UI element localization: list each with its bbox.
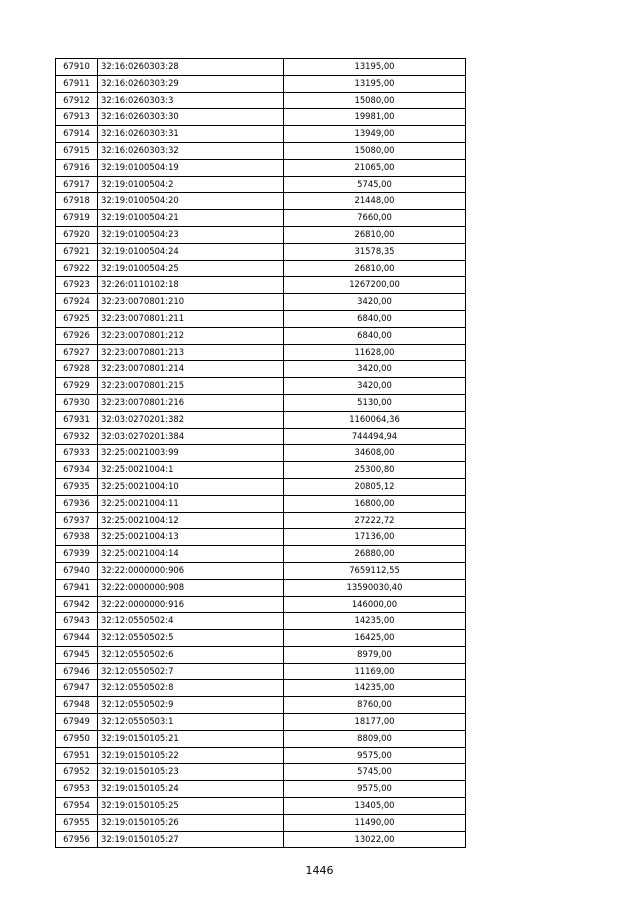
- table-row: [56, 798, 466, 815]
- cadastral-number-cell: 32:19:0150105:25: [98, 798, 284, 815]
- value-cell: 11169,00: [284, 663, 466, 680]
- row-number-cell: 67916: [56, 159, 98, 176]
- cadastral-number-cell: 32:19:0150105:26: [98, 814, 284, 831]
- value-cell: 5745,00: [284, 764, 466, 781]
- cadastral-number-cell: 32:19:0150105:24: [98, 781, 284, 798]
- row-number-cell: 67934: [56, 462, 98, 479]
- value-cell: 8809,00: [284, 730, 466, 747]
- row-number-cell: 67944: [56, 630, 98, 647]
- table-row: [56, 344, 466, 361]
- row-number-cell: 67921: [56, 243, 98, 260]
- value-cell: 1267200,00: [284, 277, 466, 294]
- value-cell: 7659112,55: [284, 562, 466, 579]
- cadastral-number-cell: 32:25:0021004:14: [98, 546, 284, 563]
- cadastral-table-container: [55, 58, 466, 848]
- value-cell: 17136,00: [284, 529, 466, 546]
- cadastral-number-cell: 32:03:0270201:384: [98, 428, 284, 445]
- table-row: [56, 327, 466, 344]
- row-number-cell: 67938: [56, 529, 98, 546]
- table-row: [56, 529, 466, 546]
- cadastral-number-cell: 32:19:0100504:24: [98, 243, 284, 260]
- value-cell: 11628,00: [284, 344, 466, 361]
- row-number-cell: 67920: [56, 226, 98, 243]
- value-cell: 26810,00: [284, 226, 466, 243]
- table-row: [56, 714, 466, 731]
- row-number-cell: 67922: [56, 260, 98, 277]
- cadastral-number-cell: 32:19:0100504:2: [98, 176, 284, 193]
- cadastral-number-cell: 32:25:0021004:1: [98, 462, 284, 479]
- row-number-cell: 67930: [56, 394, 98, 411]
- table-row: [56, 75, 466, 92]
- cadastral-number-cell: 32:23:0070801:214: [98, 361, 284, 378]
- cadastral-number-cell: 32:23:0070801:210: [98, 294, 284, 311]
- row-number-cell: 67954: [56, 798, 98, 815]
- value-cell: 31578,35: [284, 243, 466, 260]
- cadastral-number-cell: 32:12:0550502:4: [98, 613, 284, 630]
- value-cell: 27222,72: [284, 512, 466, 529]
- value-cell: 13022,00: [284, 831, 466, 848]
- cadastral-number-cell: 32:25:0021004:10: [98, 478, 284, 495]
- cadastral-number-cell: 32:22:0000000:916: [98, 596, 284, 613]
- table-row: [56, 260, 466, 277]
- value-cell: 15080,00: [284, 92, 466, 109]
- table-row: [56, 142, 466, 159]
- cadastral-number-cell: 32:23:0070801:211: [98, 310, 284, 327]
- table-row: [56, 226, 466, 243]
- row-number-cell: 67913: [56, 109, 98, 126]
- table-row: [56, 462, 466, 479]
- row-number-cell: 67914: [56, 126, 98, 143]
- table-row: [56, 596, 466, 613]
- table-row: [56, 310, 466, 327]
- row-number-cell: 67918: [56, 193, 98, 210]
- value-cell: 5130,00: [284, 394, 466, 411]
- table-row: [56, 663, 466, 680]
- value-cell: 21065,00: [284, 159, 466, 176]
- row-number-cell: 67941: [56, 579, 98, 596]
- row-number-cell: 67950: [56, 730, 98, 747]
- table-row: [56, 831, 466, 848]
- table-row: [56, 546, 466, 563]
- table-row: [56, 764, 466, 781]
- table-row: [56, 562, 466, 579]
- cadastral-number-cell: 32:19:0150105:27: [98, 831, 284, 848]
- table-row: [56, 428, 466, 445]
- value-cell: 6840,00: [284, 310, 466, 327]
- table-row: [56, 814, 466, 831]
- row-number-cell: 67928: [56, 361, 98, 378]
- table-row: [56, 176, 466, 193]
- row-number-cell: 67943: [56, 613, 98, 630]
- table-row: [56, 445, 466, 462]
- row-number-cell: 67915: [56, 142, 98, 159]
- cadastral-number-cell: 32:23:0070801:216: [98, 394, 284, 411]
- row-number-cell: 67937: [56, 512, 98, 529]
- row-number-cell: 67917: [56, 176, 98, 193]
- table-row: [56, 294, 466, 311]
- value-cell: 13195,00: [284, 59, 466, 76]
- row-number-cell: 67919: [56, 210, 98, 227]
- row-number-cell: 67953: [56, 781, 98, 798]
- value-cell: 21448,00: [284, 193, 466, 210]
- row-number-cell: 67936: [56, 495, 98, 512]
- row-number-cell: 67926: [56, 327, 98, 344]
- cadastral-number-cell: 32:19:0150105:22: [98, 747, 284, 764]
- value-cell: 11490,00: [284, 814, 466, 831]
- table-row: [56, 210, 466, 227]
- value-cell: 20805,12: [284, 478, 466, 495]
- cadastral-number-cell: 32:12:0550502:9: [98, 697, 284, 714]
- value-cell: 146000,00: [284, 596, 466, 613]
- value-cell: 9575,00: [284, 781, 466, 798]
- cadastral-number-cell: 32:23:0070801:212: [98, 327, 284, 344]
- table-row: [56, 613, 466, 630]
- value-cell: 13195,00: [284, 75, 466, 92]
- table-row: [56, 579, 466, 596]
- row-number-cell: 67912: [56, 92, 98, 109]
- cadastral-number-cell: 32:12:0550502:8: [98, 680, 284, 697]
- row-number-cell: 67956: [56, 831, 98, 848]
- table-row: [56, 697, 466, 714]
- table-row: [56, 277, 466, 294]
- value-cell: 3420,00: [284, 361, 466, 378]
- cadastral-number-cell: 32:12:0550502:5: [98, 630, 284, 647]
- cadastral-number-cell: 32:16:0260303:28: [98, 59, 284, 76]
- row-number-cell: 67949: [56, 714, 98, 731]
- row-number-cell: 67923: [56, 277, 98, 294]
- cadastral-number-cell: 32:26:0110102:18: [98, 277, 284, 294]
- table-row: [56, 361, 466, 378]
- row-number-cell: 67924: [56, 294, 98, 311]
- value-cell: 16425,00: [284, 630, 466, 647]
- cadastral-number-cell: 32:25:0021004:11: [98, 495, 284, 512]
- row-number-cell: 67939: [56, 546, 98, 563]
- cadastral-number-cell: 32:19:0100504:25: [98, 260, 284, 277]
- value-cell: 8760,00: [284, 697, 466, 714]
- value-cell: 15080,00: [284, 142, 466, 159]
- value-cell: 16800,00: [284, 495, 466, 512]
- table-row: [56, 730, 466, 747]
- table-row: [56, 109, 466, 126]
- value-cell: 9575,00: [284, 747, 466, 764]
- row-number-cell: 67947: [56, 680, 98, 697]
- cadastral-number-cell: 32:23:0070801:215: [98, 378, 284, 395]
- value-cell: 14235,00: [284, 613, 466, 630]
- cadastral-number-cell: 32:16:0260303:30: [98, 109, 284, 126]
- row-number-cell: 67911: [56, 75, 98, 92]
- table-row: [56, 478, 466, 495]
- row-number-cell: 67933: [56, 445, 98, 462]
- value-cell: 13949,00: [284, 126, 466, 143]
- cadastral-number-cell: 32:25:0021004:12: [98, 512, 284, 529]
- row-number-cell: 67910: [56, 59, 98, 76]
- row-number-cell: 67931: [56, 411, 98, 428]
- cadastral-number-cell: 32:16:0260303:3: [98, 92, 284, 109]
- cadastral-number-cell: 32:19:0100504:23: [98, 226, 284, 243]
- cadastral-number-cell: 32:12:0550502:7: [98, 663, 284, 680]
- table-row: [56, 747, 466, 764]
- value-cell: 1160064,36: [284, 411, 466, 428]
- table-row: [56, 630, 466, 647]
- value-cell: 3420,00: [284, 378, 466, 395]
- row-number-cell: 67942: [56, 596, 98, 613]
- cadastral-number-cell: 32:25:0021003:99: [98, 445, 284, 462]
- value-cell: 5745,00: [284, 176, 466, 193]
- table-row: [56, 243, 466, 260]
- row-number-cell: 67927: [56, 344, 98, 361]
- cadastral-number-cell: 32:16:0260303:29: [98, 75, 284, 92]
- value-cell: 7660,00: [284, 210, 466, 227]
- value-cell: 6840,00: [284, 327, 466, 344]
- row-number-cell: 67955: [56, 814, 98, 831]
- table-row: [56, 495, 466, 512]
- row-number-cell: 67929: [56, 378, 98, 395]
- value-cell: 25300,80: [284, 462, 466, 479]
- cadastral-number-cell: 32:16:0260303:31: [98, 126, 284, 143]
- table-row: [56, 159, 466, 176]
- row-number-cell: 67925: [56, 310, 98, 327]
- cadastral-number-cell: 32:22:0000000:908: [98, 579, 284, 596]
- value-cell: 26880,00: [284, 546, 466, 563]
- cadastral-number-cell: 32:22:0000000:906: [98, 562, 284, 579]
- table-body: [56, 59, 466, 848]
- page-number: 1446: [305, 864, 334, 877]
- value-cell: 3420,00: [284, 294, 466, 311]
- value-cell: 19981,00: [284, 109, 466, 126]
- table-row: [56, 394, 466, 411]
- cadastral-number-cell: 32:12:0550502:6: [98, 646, 284, 663]
- cadastral-number-cell: 32:16:0260303:32: [98, 142, 284, 159]
- row-number-cell: 67951: [56, 747, 98, 764]
- cadastral-number-cell: 32:25:0021004:13: [98, 529, 284, 546]
- table-row: [56, 378, 466, 395]
- value-cell: 13405,00: [284, 798, 466, 815]
- table-row: [56, 512, 466, 529]
- table-row: [56, 646, 466, 663]
- value-cell: 8979,00: [284, 646, 466, 663]
- value-cell: 13590030,40: [284, 579, 466, 596]
- value-cell: 34608,00: [284, 445, 466, 462]
- table-row: [56, 781, 466, 798]
- row-number-cell: 67952: [56, 764, 98, 781]
- row-number-cell: 67946: [56, 663, 98, 680]
- cadastral-number-cell: 32:23:0070801:213: [98, 344, 284, 361]
- value-cell: 18177,00: [284, 714, 466, 731]
- cadastral-number-cell: 32:19:0100504:19: [98, 159, 284, 176]
- row-number-cell: 67945: [56, 646, 98, 663]
- cadastral-number-cell: 32:19:0100504:20: [98, 193, 284, 210]
- table-row: [56, 193, 466, 210]
- row-number-cell: 67932: [56, 428, 98, 445]
- row-number-cell: 67935: [56, 478, 98, 495]
- cadastral-number-cell: 32:03:0270201:382: [98, 411, 284, 428]
- value-cell: 744494,94: [284, 428, 466, 445]
- value-cell: 26810,00: [284, 260, 466, 277]
- cadastral-number-cell: 32:19:0150105:21: [98, 730, 284, 747]
- table-row: [56, 59, 466, 76]
- cadastral-number-cell: 32:19:0100504:21: [98, 210, 284, 227]
- table-row: [56, 680, 466, 697]
- row-number-cell: 67948: [56, 697, 98, 714]
- cadastral-number-cell: 32:12:0550503:1: [98, 714, 284, 731]
- table-row: [56, 92, 466, 109]
- cadastral-number-cell: 32:19:0150105:23: [98, 764, 284, 781]
- table-row: [56, 126, 466, 143]
- value-cell: 14235,00: [284, 680, 466, 697]
- row-number-cell: 67940: [56, 562, 98, 579]
- cadastral-value-table: [55, 58, 466, 848]
- table-row: [56, 411, 466, 428]
